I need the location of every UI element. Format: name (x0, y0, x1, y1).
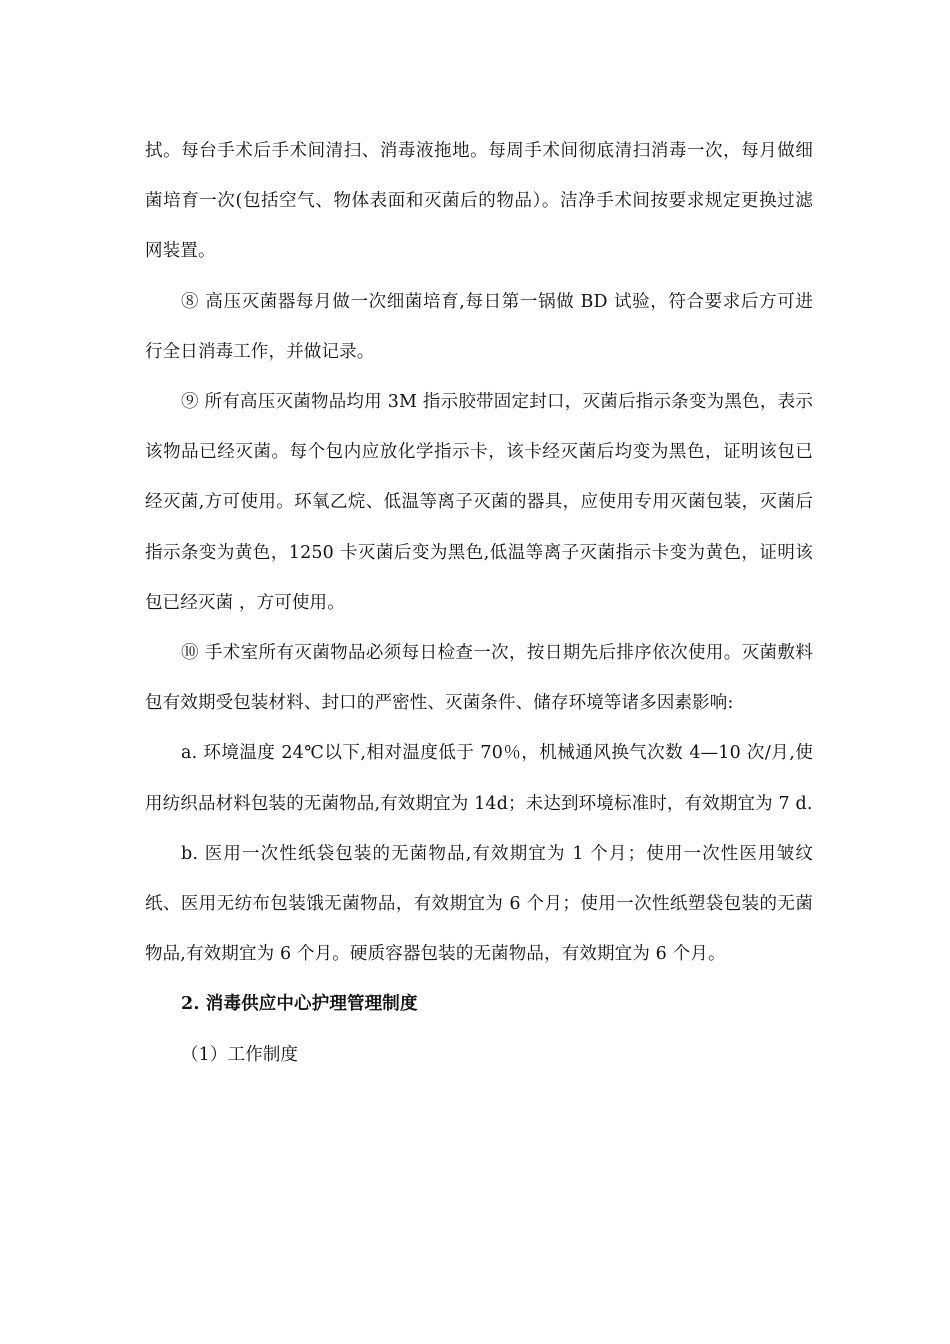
paragraph-item-10-sterile-check: ⑩ 手术室所有灭菌物品必须每日检查一次，按日期先后排序依次使用。灭菌敷料包有效期受包装材料、封口的严密性、灭菌条件、储存环境等诸多因素影响: (145, 643, 813, 714)
paragraph-cleaning-disinfection: 拭。每台手术后手术间清扫、消毒液拖地。每周手术间彻底清扫消毒一次，每月做细菌培育一次(包括空气、物体表面和灭菌后的物品）。洁净手术间按要求规定更换过滤网装置。 (145, 141, 813, 262)
subsection-heading: （1）工作制度 (181, 1044, 299, 1065)
paragraph-item-9-indicator-tape: ⑨ 所有高压灭菌物品均用 3M 指示胶带固定封口，灭菌后指示条变为黑色，表示该物品已经灭菌。每个包内应放化学指示卡，该卡经灭菌后均变为黑色，证明该包已经灭菌,方可使用。环氧乙烷、低温等离子灭菌的器具，应使用专用灭菌包装，灭菌后指示条变为黄色，1250 卡灭菌后变为黑色,低温等离子灭菌指示卡变为黄色，证明该包已经灭菌 ，方可使用。 (145, 392, 813, 613)
paragraph-item-a-environment: a. 环境温度 24℃以下,相对温度低于 70％，机械通风换气次数 4—10 次/月,使用纺织品材料包装的无菌物品,有效期宜为 14d；未达到环境标准时，有效期宜为 7 d. (145, 743, 813, 814)
document-body (145, 126, 813, 1080)
paragraph-item-8-sterilizer: ⑧ 高压灭菌器每月做一次细菌培育,每日第一锅做 BD 试验，符合要求后方可进行全日消毒工作，并做记录。 (145, 291, 813, 362)
section-heading: 2. 消毒供应中心护理管理制度 (181, 994, 418, 1015)
paragraph-item-b-packaging: b. 医用一次性纸袋包装的无菌物品,有效期宜为 1 个月；使用一次性医用皱纹纸、医用无纺布包装饿无菌物品，有效期宜为 6 个月；使用一次性纸塑袋包装的无菌物品,有效期宜为 6 个月。硬质容器包装的无菌物品，有效期宜为 6 个月。 (145, 843, 813, 965)
